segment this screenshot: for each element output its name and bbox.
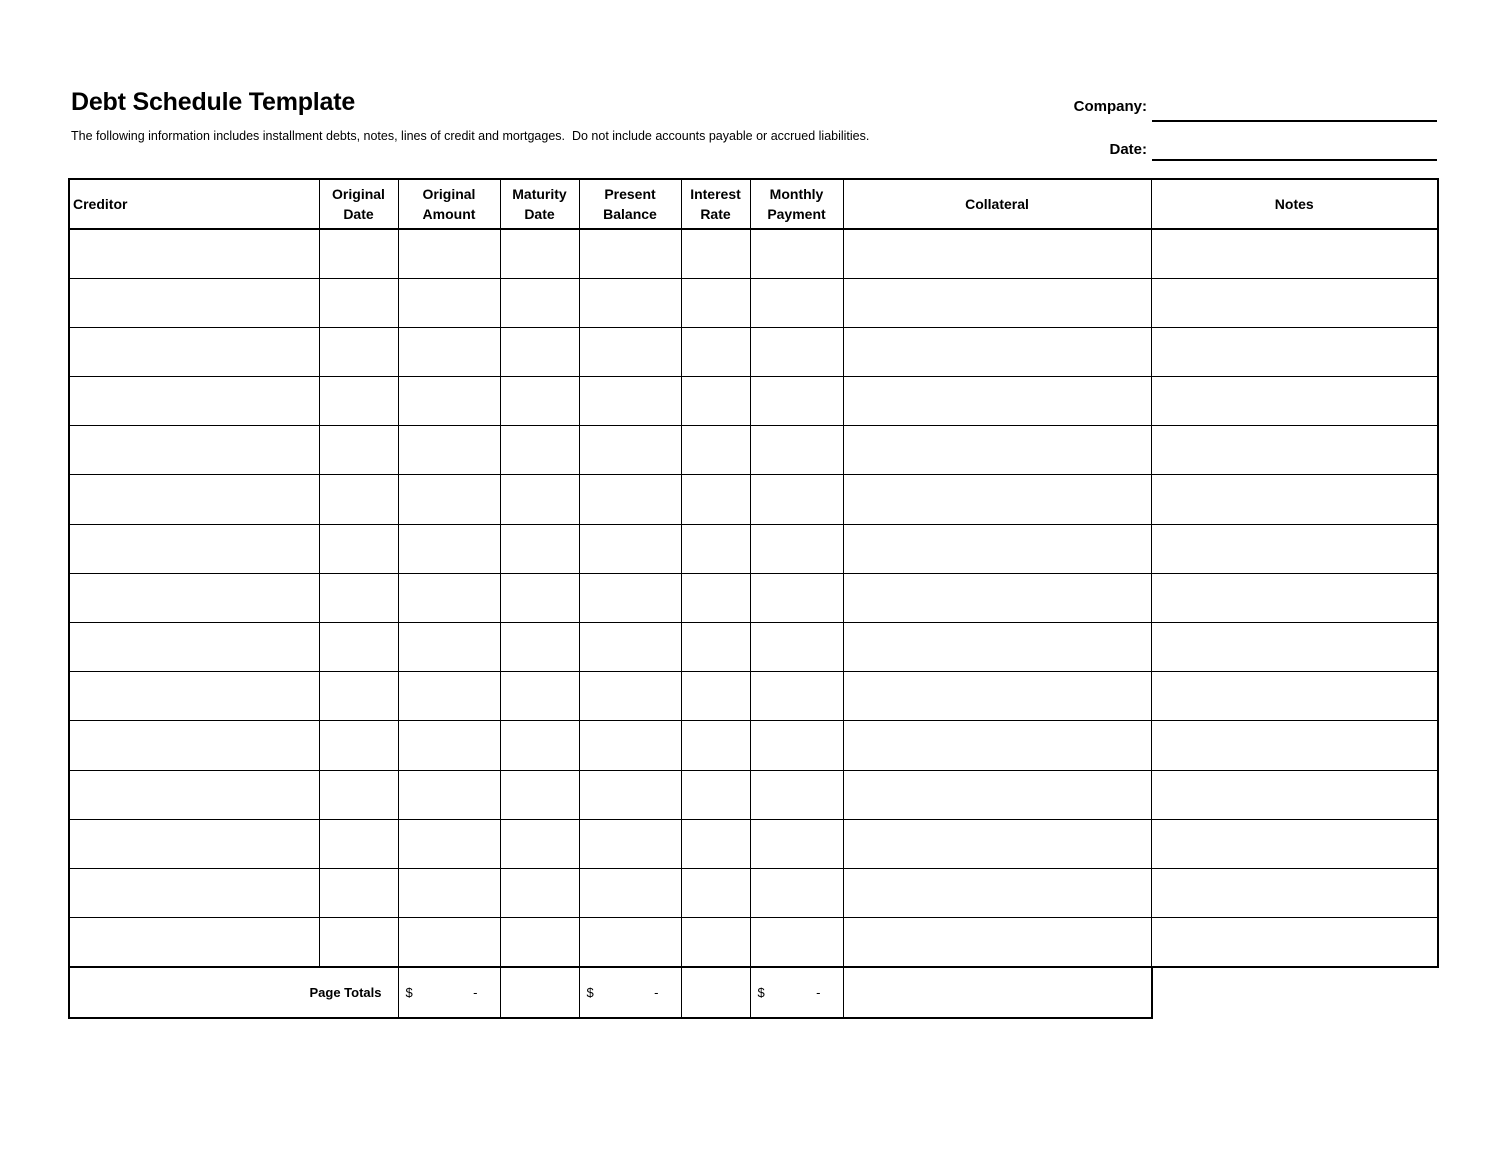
empty-cell [750,524,843,573]
table-row [69,426,1438,475]
empty-cell [69,868,319,917]
empty-cell [843,327,1151,376]
empty-cell [500,770,579,819]
page-totals-label: Page Totals [69,967,398,1018]
date-blank-line [1152,159,1437,161]
empty-cell [750,868,843,917]
col-header-creditor: Creditor [69,179,319,229]
empty-cell [398,868,500,917]
empty-cell [681,623,750,672]
currency-symbol: $ [405,984,413,1000]
empty-cell [500,229,579,278]
table-row [69,524,1438,573]
empty-cell [681,918,750,967]
empty-cell [319,475,398,524]
empty-cell [398,377,500,426]
empty-cell [500,672,579,721]
empty-cell [843,278,1151,327]
empty-cell [398,819,500,868]
empty-cell [319,573,398,622]
col-header-present-balance: Present Balance [579,179,681,229]
table-header-row [69,179,1438,229]
empty-cell [579,475,681,524]
empty-cell [1151,672,1438,721]
empty-cell [500,868,579,917]
empty-cell [1151,327,1438,376]
empty-cell [843,573,1151,622]
empty-cell [681,475,750,524]
empty-cell [579,278,681,327]
empty-cell [398,524,500,573]
empty-cell [69,475,319,524]
empty-cell [579,918,681,967]
empty-cell [579,524,681,573]
empty-cell [500,573,579,622]
empty-cell [69,918,319,967]
empty-cell [500,475,579,524]
empty-cell [843,426,1151,475]
empty-cell [750,623,843,672]
empty-cell [398,278,500,327]
empty-cell [69,770,319,819]
empty-cell [398,426,500,475]
empty-cell [500,327,579,376]
empty-cell [1151,573,1438,622]
col-header-original-amount: Original Amount [398,179,500,229]
empty-cell [69,819,319,868]
empty-cell [843,524,1151,573]
empty-cell [1151,426,1438,475]
empty-cell [398,327,500,376]
empty-cell [579,819,681,868]
empty-cell [69,524,319,573]
empty-cell [319,278,398,327]
empty-cell [1151,278,1438,327]
empty-cell [500,819,579,868]
empty-cell [398,770,500,819]
empty-cell [843,819,1151,868]
empty-cell [500,918,579,967]
empty-cell [69,377,319,426]
empty-cell [750,573,843,622]
table-row [69,573,1438,622]
page-title: Debt Schedule Template [71,88,356,116]
empty-cell [69,623,319,672]
page-subtitle: The following information includes installment debts, notes, lines of credit and mortgages. Do not include accounts payable or accrued liabilities. [71,129,870,143]
empty-cell [319,918,398,967]
currency-symbol: $ [757,984,765,1000]
date-label: Date: [1109,141,1147,158]
totals-monthly-payment-value: - [816,984,821,1000]
col-header-original-date: Original Date [319,179,398,229]
empty-cell [681,770,750,819]
col-header-notes: Notes [1151,179,1438,229]
empty-cell [681,868,750,917]
empty-cell [750,426,843,475]
empty-cell [319,770,398,819]
empty-cell [579,327,681,376]
empty-cell [319,868,398,917]
empty-cell [579,770,681,819]
empty-cell [319,426,398,475]
empty-cell [1151,475,1438,524]
empty-cell [69,327,319,376]
empty-cell [69,672,319,721]
empty-cell [681,278,750,327]
empty-cell [681,573,750,622]
debt-schedule-table-area [68,178,1437,1019]
col-header-maturity-date: Maturity Date [500,179,579,229]
empty-cell [69,229,319,278]
col-header-monthly-payment: Monthly Payment [750,179,843,229]
empty-cell [681,426,750,475]
empty-cell [500,524,579,573]
empty-cell [398,623,500,672]
empty-cell [500,721,579,770]
empty-cell [750,377,843,426]
empty-cell [69,721,319,770]
empty-cell [843,868,1151,917]
empty-cell [69,278,319,327]
empty-cell [843,475,1151,524]
totals-present-balance-value: - [654,984,659,1000]
empty-cell [1151,721,1438,770]
empty-cell [750,770,843,819]
empty-cell [681,721,750,770]
company-blank-line [1152,120,1437,122]
table-row [69,623,1438,672]
page-totals-row [69,967,1152,1018]
empty-cell [319,327,398,376]
empty-cell [843,672,1151,721]
empty-cell [579,426,681,475]
table-row [69,868,1438,917]
empty-cell [681,672,750,721]
empty-cell [843,918,1151,967]
table-row [69,229,1438,278]
totals-collateral-cell [843,967,1152,1018]
table-row [69,770,1438,819]
empty-cell [579,377,681,426]
empty-cell [398,229,500,278]
empty-cell [69,426,319,475]
empty-cell [319,377,398,426]
empty-cell [1151,819,1438,868]
empty-cell [750,229,843,278]
empty-cell [843,377,1151,426]
totals-original-amount-cell [398,967,500,1018]
empty-cell [1151,524,1438,573]
empty-cell [398,918,500,967]
empty-cell [500,623,579,672]
empty-cell [843,623,1151,672]
totals-present-balance-cell [579,967,681,1018]
empty-cell [579,229,681,278]
table-row [69,278,1438,327]
empty-cell [319,672,398,721]
col-header-collateral: Collateral [843,179,1151,229]
debt-schedule-table [68,178,1439,968]
empty-cell [681,524,750,573]
empty-cell [398,721,500,770]
empty-cell [579,721,681,770]
empty-cell [500,426,579,475]
empty-cell [500,377,579,426]
table-row [69,672,1438,721]
empty-cell [1151,623,1438,672]
table-row [69,475,1438,524]
empty-cell [843,770,1151,819]
currency-symbol: $ [586,984,594,1000]
empty-cell [750,819,843,868]
empty-cell [750,278,843,327]
empty-cell [843,721,1151,770]
table-row [69,918,1438,967]
page-totals-table [68,966,1153,1019]
empty-cell [1151,229,1438,278]
empty-cell [843,229,1151,278]
totals-original-amount-value: - [473,984,478,1000]
empty-cell [579,573,681,622]
empty-cell [1151,770,1438,819]
empty-cell [398,475,500,524]
table-row [69,377,1438,426]
empty-cell [500,278,579,327]
table-body [69,229,1438,967]
empty-cell [319,524,398,573]
empty-cell [319,819,398,868]
empty-cell [579,868,681,917]
empty-cell [750,672,843,721]
empty-cell [579,623,681,672]
empty-cell [69,573,319,622]
empty-cell [1151,918,1438,967]
table-row [69,327,1438,376]
empty-cell [750,327,843,376]
empty-cell [681,819,750,868]
totals-monthly-payment-cell [750,967,843,1018]
empty-cell [398,672,500,721]
empty-cell [398,573,500,622]
table-row [69,721,1438,770]
empty-cell [681,327,750,376]
empty-cell [750,918,843,967]
empty-cell [319,623,398,672]
empty-cell [319,229,398,278]
empty-cell [579,672,681,721]
empty-cell [1151,868,1438,917]
col-header-interest-rate: Interest Rate [681,179,750,229]
empty-cell [681,377,750,426]
empty-cell [681,229,750,278]
table-row [69,819,1438,868]
company-label: Company: [1073,98,1147,115]
empty-cell [750,721,843,770]
empty-cell [1151,377,1438,426]
totals-interest-rate-cell [681,967,750,1018]
totals-maturity-date-cell [500,967,579,1018]
empty-cell [319,721,398,770]
empty-cell [750,475,843,524]
